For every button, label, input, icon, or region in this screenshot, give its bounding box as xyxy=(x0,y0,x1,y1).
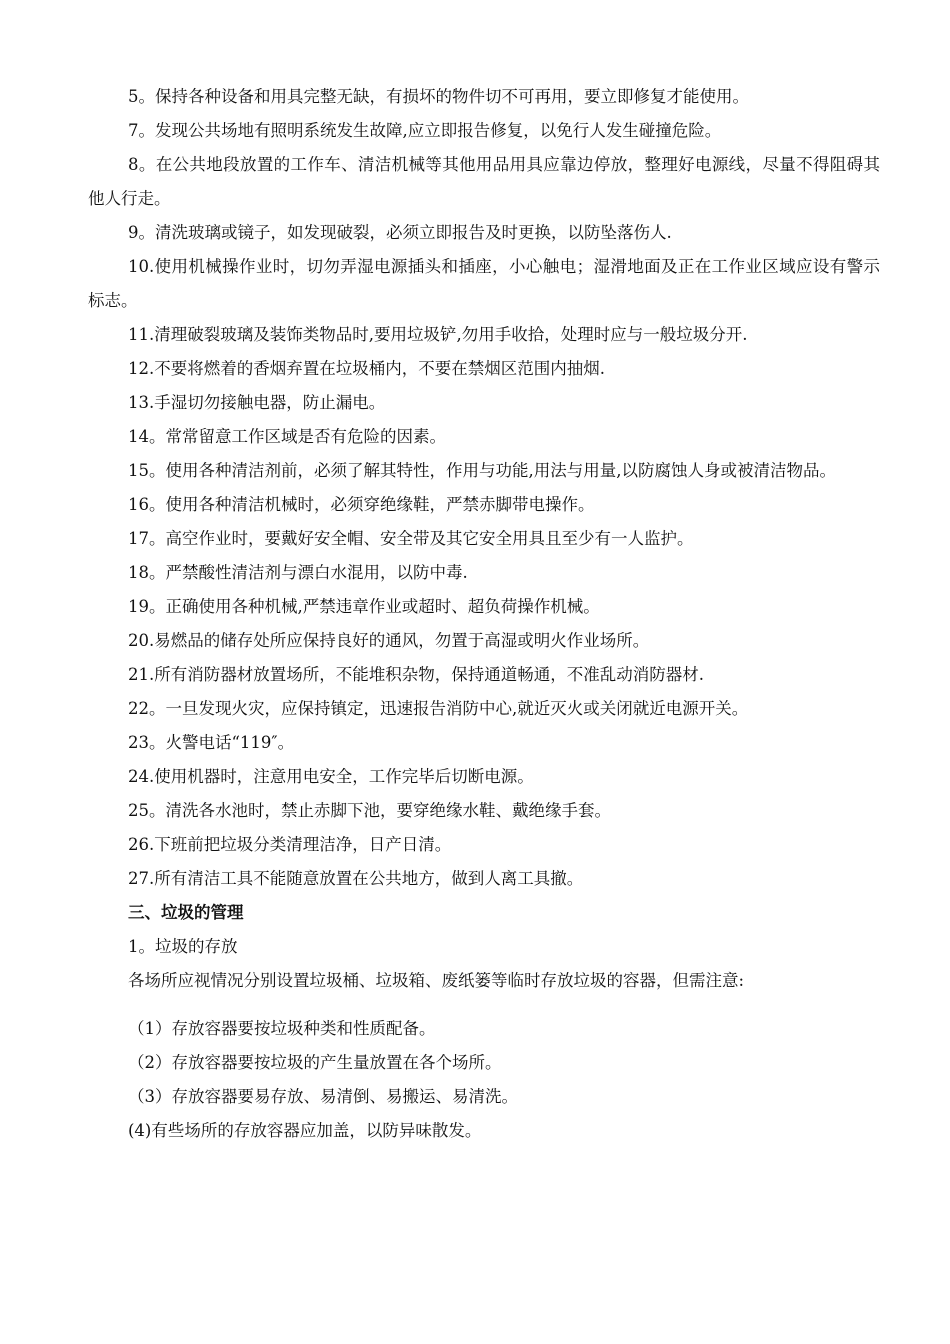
rule-item: 22。一旦发现火灾，应保持镇定，迅速报告消防中心,就近灭火或关闭就近电源开关。 xyxy=(128,699,749,718)
list-item: （1）存放容器要按垃圾种类和性质配备。 xyxy=(128,1019,436,1038)
rule-item: 15。使用各种清洁剂前，必须了解其特性，作用与功能,用法与用量,以防腐蚀人身或被清洁物品。 xyxy=(128,461,836,480)
paragraph-gap xyxy=(88,998,880,1012)
rule-item: 24.使用机器时，注意用电安全，工作完毕后切断电源。 xyxy=(128,767,534,786)
list-item: (4)有些场所的存放容器应加盖，以防异味散发。 xyxy=(128,1121,482,1140)
rule-item: 26.下班前把垃圾分类清理洁净，日产日清。 xyxy=(128,835,452,854)
section-heading: 三、垃圾的管理 xyxy=(128,903,244,922)
rule-item: 23。火警电话“119″。 xyxy=(128,733,295,752)
rule-item: 17。高空作业时，要戴好安全帽、安全带及其它安全用具且至少有一人监护。 xyxy=(128,529,694,548)
list-item: （2）存放容器要按垃圾的产生量放置在各个场所。 xyxy=(128,1053,502,1072)
rule-item: 25。清洗各水池时，禁止赤脚下池，要穿绝缘水鞋、戴绝缘手套。 xyxy=(128,801,611,820)
rule-item: 7。发现公共场地有照明系统发生故障,应立即报告修复，以免行人发生碰撞危险。 xyxy=(128,121,722,140)
rule-item: 10.使用机械操作业时，切勿弄湿电源插头和插座，小心触电；湿滑地面及正在工作业区域应设有警示标志。 xyxy=(88,257,880,310)
rule-item: 8。在公共地段放置的工作车、清洁机械等其他用品用具应靠边停放，整理好电源线，尽量不得阻碍其他人行走。 xyxy=(88,155,880,208)
rule-item: 18。严禁酸性清洁剂与漂白水混用，以防中毒. xyxy=(128,563,468,582)
rule-item: 12.不要将燃着的香烟弃置在垃圾桶内，不要在禁烟区范围内抽烟. xyxy=(128,359,605,378)
rule-item: 9。清洗玻璃或镜子，如发现破裂，必须立即报告及时更换，以防坠落伤人. xyxy=(128,223,672,242)
rule-item: 27.所有清洁工具不能随意放置在公共地方，做到人离工具撤。 xyxy=(128,869,584,888)
list-item: （3）存放容器要易存放、易清倒、易搬运、易清洗。 xyxy=(128,1087,518,1106)
document-body xyxy=(88,80,880,1148)
rule-item: 19。正确使用各种机械,严禁违章作业或超时、超负荷操作机械。 xyxy=(128,597,600,616)
rule-item: 13.手湿切勿接触电器，防止漏电。 xyxy=(128,393,386,412)
rule-item: 16。使用各种清洁机械时，必须穿绝缘鞋，严禁赤脚带电操作。 xyxy=(128,495,595,514)
subheading: 1。垃圾的存放 xyxy=(128,937,238,956)
rule-item: 11.清理破裂玻璃及装饰类物品时,要用垃圾铲,勿用手收拾，处理时应与一般垃圾分开. xyxy=(128,325,748,344)
rule-item: 14。常常留意工作区域是否有危险的因素。 xyxy=(128,427,446,446)
intro-paragraph: 各场所应视情况分别设置垃圾桶、垃圾箱、废纸篓等临时存放垃圾的容器，但需注意: xyxy=(128,971,745,990)
rule-item: 5。保持各种设备和用具完整无缺，有损坏的物件切不可再用，要立即修复才能使用。 xyxy=(128,87,749,106)
rule-item: 20.易燃品的储存处所应保持良好的通风，勿置于高湿或明火作业场所。 xyxy=(128,631,650,650)
rule-item: 21.所有消防器材放置场所，不能堆积杂物，保持通道畅通，不准乱动消防器材. xyxy=(128,665,704,684)
container-requirements-list xyxy=(88,1012,880,1148)
